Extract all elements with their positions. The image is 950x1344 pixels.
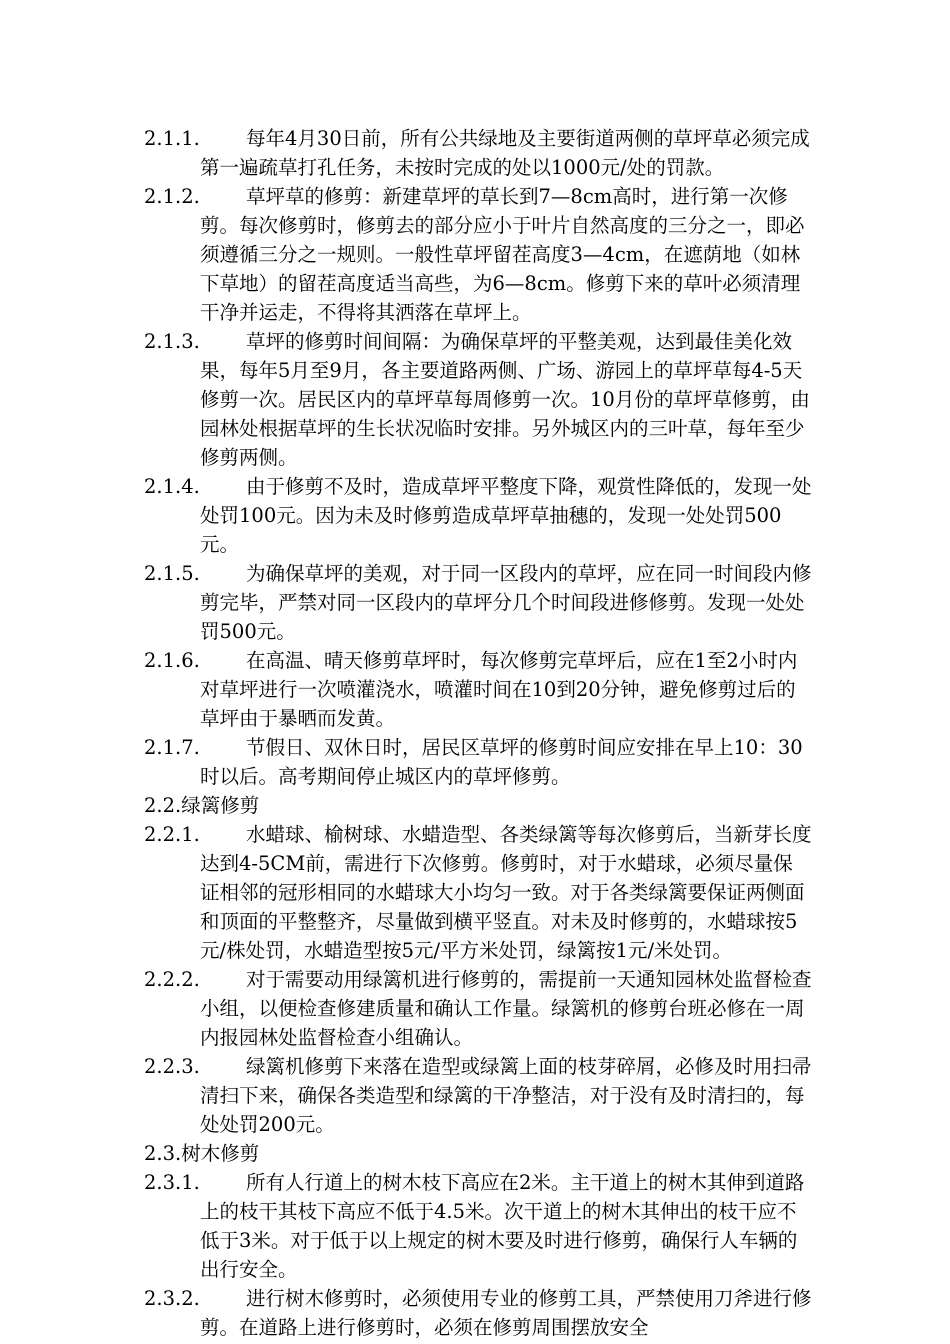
section-number: 2.3. <box>144 1142 182 1165</box>
section-title: 树木修剪 <box>181 1142 260 1165</box>
clause-2-3-2 <box>144 1284 812 1342</box>
clause-text: 所有人行道上的树木枝下高应在2米。主干道上的树木其伸到道路上的枝干其枝下高应不低于4.5米。次干道上的树木其伸出的枝干应不低于3米。对于低于以上规定的树木要及时进行修剪，确保行人车辆的出行安全。 <box>200 1171 805 1281</box>
clause-2-2-3 <box>144 1052 812 1139</box>
clause-text: 节假日、双休日时，居民区草坪的修剪时间应安排在早上10：30时以后。高考期间停止城区内的草坪修剪。 <box>200 736 803 788</box>
clause-number: 2.3.2. <box>144 1287 200 1310</box>
clause-number: 2.2.1. <box>144 823 200 846</box>
clause-text: 绿篱机修剪下来落在造型或绿篱上面的枝芽碎屑，必修及时用扫帚清扫下来，确保各类造型和绿篱的干净整洁，对于没有及时清扫的，每处处罚200元。 <box>200 1055 812 1136</box>
clause-number: 2.1.7. <box>144 736 200 759</box>
clause-number: 2.1.1. <box>144 127 200 150</box>
clause-number: 2.1.3. <box>144 330 200 353</box>
clause-number: 2.3.1. <box>144 1171 200 1194</box>
clause-number: 2.2.2. <box>144 968 200 991</box>
section-heading-2-3 <box>144 1139 812 1168</box>
section-heading-2-2 <box>144 791 812 820</box>
clause-text: 为确保草坪的美观，对于同一区段内的草坪，应在同一时间段内修剪完毕，严禁对同一区段内的草坪分几个时间段进修修剪。发现一处处罚500元。 <box>200 562 812 643</box>
clause-text: 草坪草的修剪：新建草坪的草长到7—8cm高时，进行第一次修剪。每次修剪时，修剪去的部分应小于叶片自然高度的三分之一，即必须遵循三分之一规则。一般性草坪留茬高度3—4cm，在遮荫地（如林下草地）的留茬高度适当高些，为6—8cm。修剪下来的草叶必须清理干净并运走，不得将其洒落在草坪上。 <box>200 185 805 324</box>
clause-number: 2.2.3. <box>144 1055 200 1078</box>
clause-text: 水蜡球、榆树球、水蜡造型、各类绿篱等每次修剪后，当新芽长度达到4-5CM前，需进行下次修剪。修剪时，对于水蜡球，必须尽量保证相邻的冠形相同的水蜡球大小均匀一致。对于各类绿篱要保证两侧面和顶面的平整整齐，尽量做到横平竖直。对未及时修剪的，水蜡球按5元/株处罚，水蜡造型按5元/平方米处罚，绿篱按1元/米处罚。 <box>200 823 812 962</box>
clause-number: 2.1.2. <box>144 185 200 208</box>
clause-2-1-3 <box>144 327 812 472</box>
section-title: 绿篱修剪 <box>181 794 260 817</box>
clause-text: 在高温、晴天修剪草坪时，每次修剪完草坪后，应在1至2小时内对草坪进行一次喷灌浇水，喷灌时间在10到20分钟，避免修剪过后的草坪由于暴晒而发黄。 <box>200 649 798 730</box>
clause-2-1-1 <box>144 124 812 182</box>
clause-text: 草坪的修剪时间间隔：为确保草坪的平整美观，达到最佳美化效果，每年5月至9月，各主要道路两侧、广场、游园上的草坪草每4-5天修剪一次。居民区内的草坪草每周修剪一次。10月份的草坪草修剪，由园林处根据草坪的生长状况临时安排。另外城区内的三叶草，每年至少修剪两侧。 <box>200 330 810 469</box>
clause-text: 对于需要动用绿篱机进行修剪的，需提前一天通知园林处监督检查小组，以便检查修建质量和确认工作量。绿篱机的修剪台班必修在一周内报园林处监督检查小组确认。 <box>200 968 812 1049</box>
clause-number: 2.1.6. <box>144 649 200 672</box>
clause-number: 2.1.5. <box>144 562 200 585</box>
section-number: 2.2. <box>144 794 182 817</box>
clause-2-2-1 <box>144 820 812 965</box>
document-body <box>144 124 812 1342</box>
clause-2-1-5 <box>144 559 812 646</box>
clause-2-1-7 <box>144 733 812 791</box>
clause-2-2-2 <box>144 965 812 1052</box>
clause-text: 每年4月30日前，所有公共绿地及主要街道两侧的草坪草必须完成第一遍疏草打孔任务，未按时完成的处以1000元/处的罚款。 <box>200 127 810 179</box>
clause-2-1-4 <box>144 472 812 559</box>
clause-text: 进行树木修剪时，必须使用专业的修剪工具，严禁使用刀斧进行修剪。在道路上进行修剪时，必须在修剪周围摆放安全 <box>200 1287 812 1339</box>
clause-text: 由于修剪不及时，造成草坪平整度下降，观赏性降低的，发现一处处罚100元。因为未及时修剪造成草坪草抽穗的，发现一处处罚500元。 <box>200 475 812 556</box>
clause-2-1-2 <box>144 182 812 327</box>
clause-2-1-6 <box>144 646 812 733</box>
clause-number: 2.1.4. <box>144 475 200 498</box>
clause-2-3-1 <box>144 1168 812 1284</box>
